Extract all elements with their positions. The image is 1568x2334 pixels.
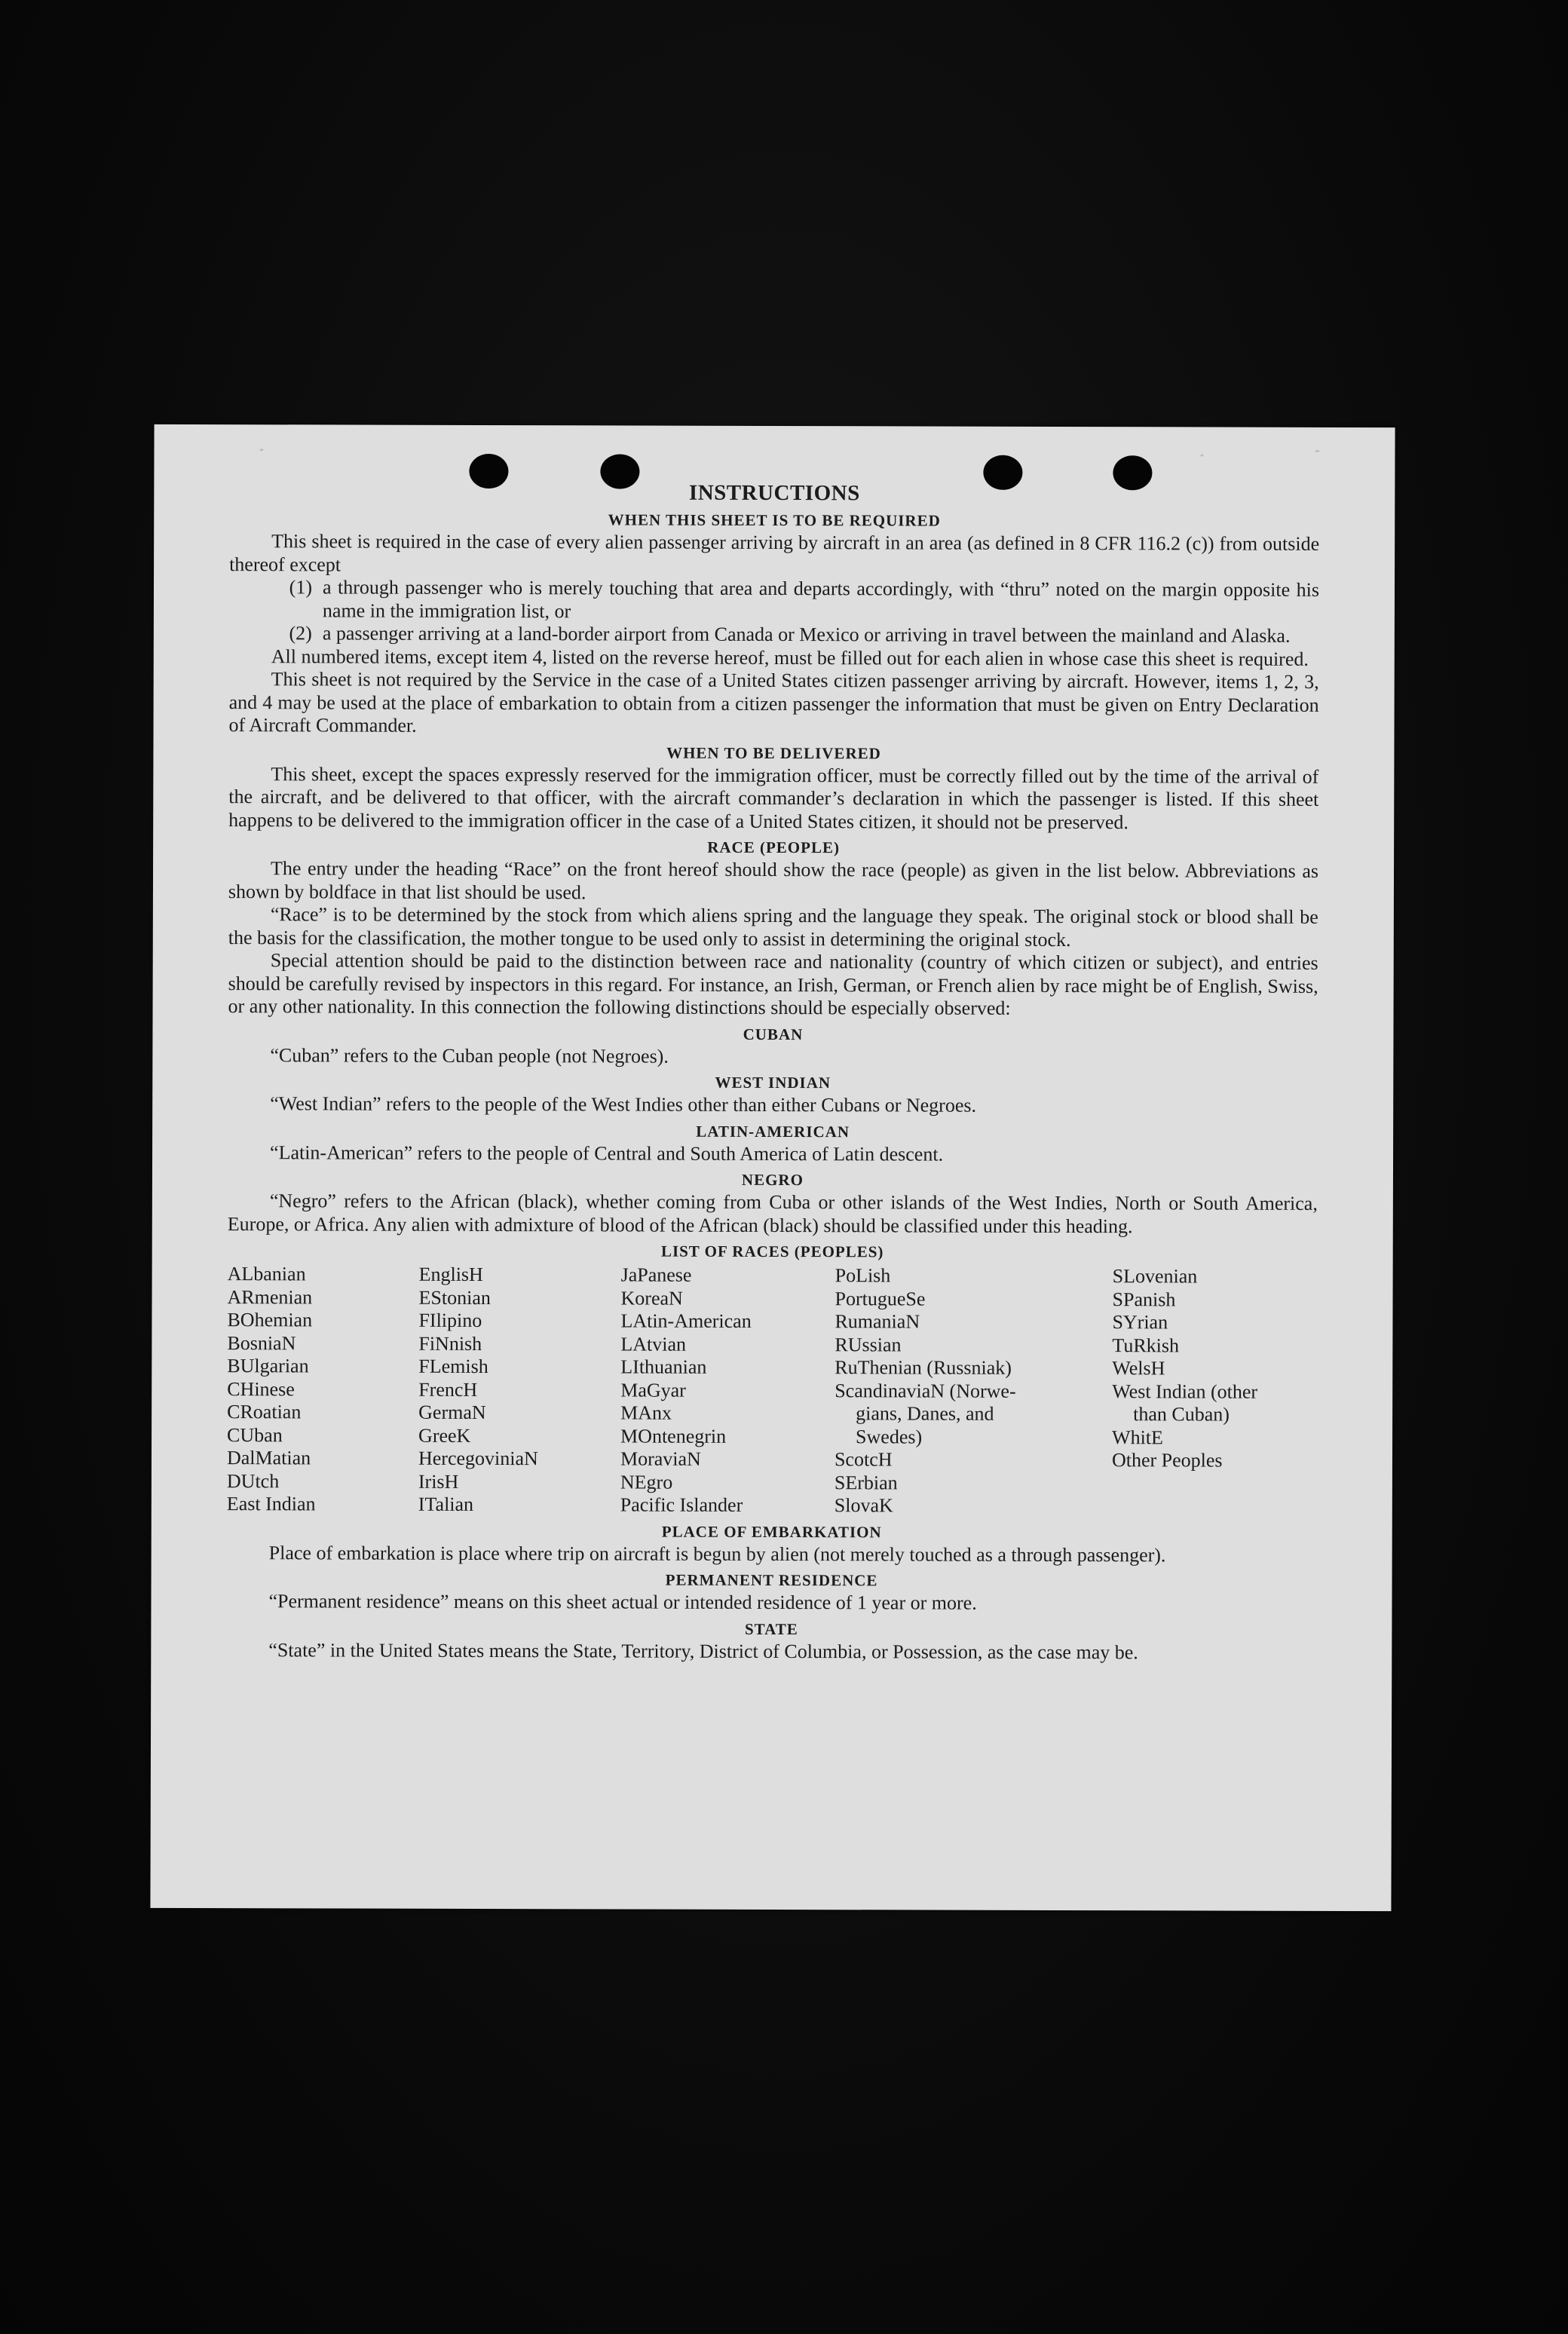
document-title: INSTRUCTIONS (688, 480, 860, 506)
section-heading-delivered: WHEN TO BE DELIVERED (666, 743, 881, 762)
race-entry: SErbian (834, 1471, 898, 1493)
residence-paragraph: “Permanent residence” means on this sheet actual or intended residence of 1 year or more. (268, 1590, 977, 1614)
required-intro: This sheet is required in the case of every alien passenger arriving by aircraft in an area (as defined in 8 CFR 116.2 (c)) from outside thereof except (229, 530, 1320, 575)
race-entry: East Indian (226, 1493, 316, 1515)
race-entry: FrencH (418, 1378, 478, 1401)
race-entry: ITalian (418, 1493, 474, 1515)
races-column (620, 1263, 835, 1517)
section-heading-state: STATE (744, 1619, 798, 1638)
race-entry: RumaniaN (835, 1310, 920, 1333)
race-entry: SLovenian (1112, 1265, 1198, 1288)
race-entry: GreeK (418, 1424, 471, 1447)
race-entry: IrisH (418, 1470, 459, 1493)
embarkation-paragraph: Place of embarkation is place where trip on aircraft is begun by alien (not merely touched as a through passenger). (268, 1541, 1166, 1566)
races-column (1112, 1265, 1318, 1518)
race-entry: ALbanian (227, 1263, 306, 1285)
race-entry: TuRkish (1112, 1334, 1180, 1356)
race-entry: ScandinaviaN (Norwe- (835, 1379, 1016, 1402)
race-entry: MaGyar (620, 1378, 686, 1401)
race-entry: CUban (227, 1423, 283, 1446)
race-entry-continuation: than Cuban) (1133, 1403, 1230, 1426)
race-entry: WelsH (1112, 1357, 1165, 1380)
section-heading-embarkation: PLACE OF EMBARKATION (661, 1522, 882, 1541)
race-entry: DalMatian (226, 1447, 311, 1469)
state-paragraph: “State” in the United States means the State, Territory, District of Columbia, or Possession, as the case may be. (268, 1638, 1138, 1663)
section-heading-residence: PERMANENT RESIDENCE (665, 1570, 878, 1590)
race-entry: CHinese (227, 1377, 295, 1400)
section-heading-west-indian: WEST INDIAN (715, 1073, 831, 1092)
race-entry: BUlgarian (227, 1355, 309, 1377)
speck (1200, 454, 1203, 456)
race-paragraph-3: Special attention should be paid to the distinction between race and nationality (country of which citizen or subject), and entries should be carefully revised by inspectors in this regard. For instance, an Irish, German, or French alien by race might be of English, Swiss, or any other nationality. In this connection the following distinctions should be especially observed: (228, 949, 1318, 1019)
negro-paragraph: “Negro” refers to the African (black), whether coming from Cuba or other islands of the West Indies, North or South America, Europe, or Africa. Any alien with admixture of blood of the African (black) should be classified under this heading. (227, 1190, 1318, 1237)
delivered-paragraph: This sheet, except the spaces expressly reserved for the immigration officer, must be correctly filled out by the time of the arrival of the aircraft, and be delivered to that officer, with the aircraft commander’s declaration in which the passenger is listed. If this sheet happens to be delivered to the immigration officer in the case of a United States citizen, it should not be preserved. (228, 762, 1319, 833)
race-entry: RuThenian (Russniak) (835, 1356, 1012, 1379)
race-entry: ScotcH (834, 1448, 893, 1471)
race-paragraph-1: The entry under the heading “Race” on the front hereof should show the race (people) as given in the list below. Abbreviations as shown by boldface in that list should be used. (228, 857, 1319, 903)
race-entry: WhitE (1112, 1426, 1163, 1448)
instructions-text (226, 479, 1319, 1665)
race-entry: BOhemian (227, 1309, 313, 1331)
race-entry: SlovaK (834, 1494, 893, 1517)
speck (1315, 450, 1319, 452)
west-indian-paragraph: “West Indian” refers to the people of the West Indies other than either Cubans or Negroes. (270, 1092, 977, 1116)
latin-american-paragraph: “Latin-American” refers to the people of Central and South America of Latin descent. (270, 1141, 944, 1165)
race-entry: EnglisH (418, 1263, 483, 1285)
section-heading-required: WHEN THIS SHEET IS TO BE REQUIRED (608, 510, 941, 530)
race-entry: BosniaN (227, 1331, 296, 1354)
speck (259, 449, 263, 451)
race-entry: FIlipino (418, 1309, 482, 1331)
race-paragraph-2: “Race” is to be determined by the stock from which aliens spring and the language they speak. The original stock or blood shall be the basis for the classification, the mother tongue to be used only to assist in determining the original stock. (228, 903, 1318, 951)
race-entry: LAtvian (620, 1332, 687, 1355)
race-entry: West Indian (other (1112, 1380, 1258, 1403)
race-entry: KoreaN (620, 1286, 683, 1309)
section-heading-race: RACE (PEOPLE) (707, 838, 841, 857)
race-entry: ARmenian (227, 1285, 313, 1308)
section-heading-list-of-races: LIST OF RACES (PEOPLES) (660, 1242, 884, 1261)
exception-item: (2) a passenger arriving at a land-border airport from Canada or Mexico or arriving in travel between the mainland and Alaska. (289, 622, 1291, 647)
race-entry: SPanish (1112, 1288, 1176, 1310)
race-entry: LIthuanian (620, 1355, 707, 1378)
section-heading-negro: NEGRO (741, 1170, 804, 1190)
races-column (227, 1263, 419, 1516)
race-entry: CRoatian (227, 1401, 302, 1423)
races-column (835, 1264, 1113, 1518)
section-heading-latin-american: LATIN-AMERICAN (696, 1122, 850, 1141)
race-entry: LAtin-American (620, 1309, 752, 1332)
race-entry-continuation: gians, Danes, and (856, 1402, 994, 1425)
race-entry: Other Peoples (1111, 1449, 1223, 1472)
race-entry: MoraviaN (620, 1447, 701, 1470)
citizen-paragraph: This sheet is not required by the Service in the case of a United States citizen passenger arriving by aircraft. However, items 1, 2, 3, and 4 may be used at the place of embarkation to obtain from a citizen passenger the information that must be given on Entry Declaration of Aircraft Commander. (228, 668, 1319, 737)
race-entry: MOntenegrin (620, 1424, 727, 1447)
race-entry: PoLish (835, 1264, 891, 1287)
race-entry: HercegoviniaN (418, 1447, 538, 1470)
races-list (227, 1263, 1318, 1518)
race-entry: FLemish (418, 1355, 488, 1378)
exception-item: (1) a through passenger who is merely touching that area and departs accordingly, with “thru” noted on the margin opposite his name in the immigration list, or (289, 576, 1320, 622)
cuban-paragraph: “Cuban” refers to the Cuban people (not Negroes). (270, 1043, 669, 1067)
section-heading-cuban: CUBAN (743, 1025, 804, 1043)
race-entry: Pacific Islander (620, 1493, 743, 1516)
race-entry: NEgro (620, 1470, 673, 1493)
race-entry: FiNnish (418, 1332, 482, 1355)
race-entry: EStonian (418, 1286, 491, 1309)
race-entry-continuation: Swedes) (856, 1425, 923, 1448)
race-entry: JaPanese (620, 1263, 692, 1286)
race-entry: DUtch (226, 1469, 280, 1492)
races-column (418, 1263, 621, 1517)
numbered-items-paragraph: All numbered items, except item 4, listed on the reverse hereof, must be filled out for each alien in whose case this sheet is required. (271, 645, 1309, 670)
document-page (150, 424, 1395, 1911)
race-entry: PortugueSe (835, 1287, 926, 1310)
race-entry: SYrian (1112, 1311, 1168, 1334)
race-entry: GermaN (418, 1401, 486, 1424)
race-entry: RUssian (835, 1333, 902, 1355)
race-entry: MAnx (620, 1401, 672, 1424)
